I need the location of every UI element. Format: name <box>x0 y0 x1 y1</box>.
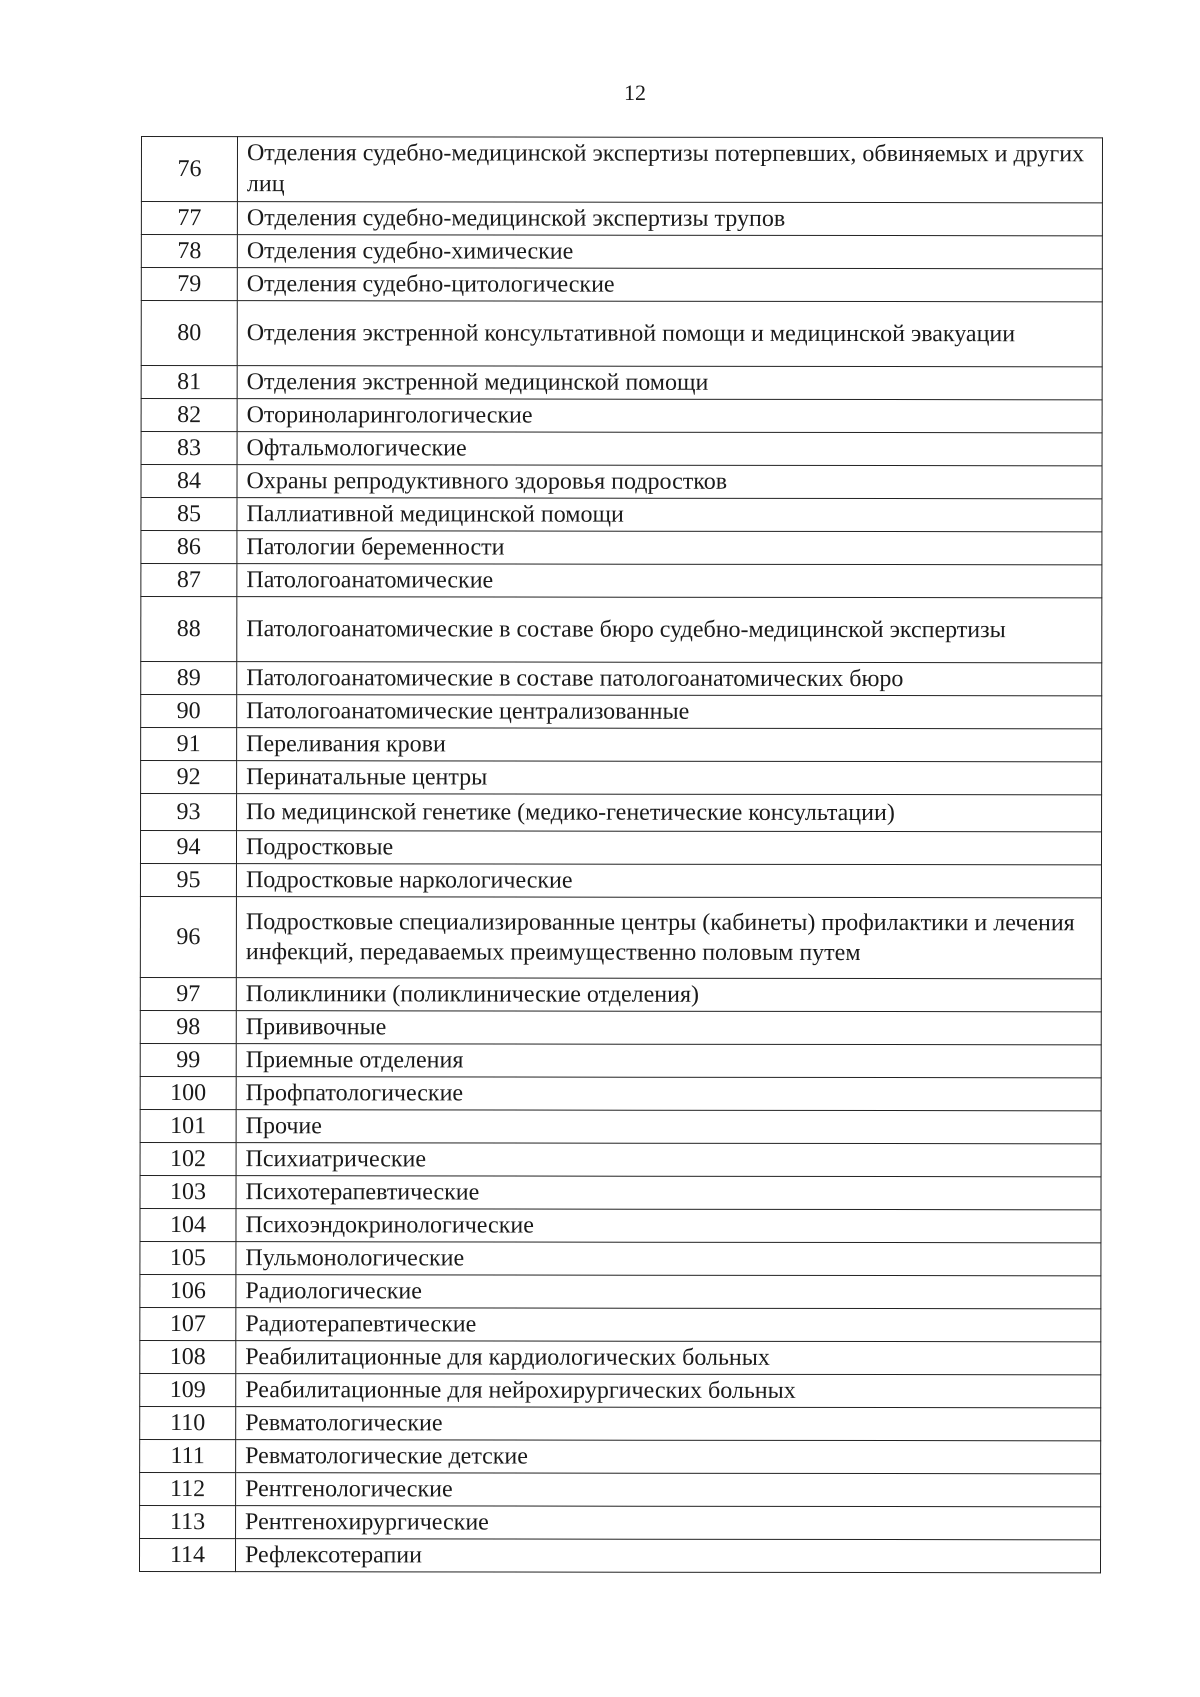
table-row <box>141 399 1102 433</box>
department-name-cell: Профпатологические <box>236 1077 1101 1111</box>
row-number-cell: 81 <box>141 366 237 399</box>
department-name-cell: Патологоанатомические в составе бюро судебно-медицинской экспертизы <box>237 597 1102 663</box>
row-number-cell: 89 <box>141 662 237 695</box>
table-row <box>141 695 1102 729</box>
department-name-cell: Реабилитационные для кардиологических больных <box>236 1341 1101 1375</box>
table-row <box>141 202 1102 236</box>
table-row <box>140 864 1101 898</box>
department-name-cell: Отделения судебно-цитологические <box>237 268 1102 302</box>
table-row <box>140 1109 1101 1143</box>
table-row <box>140 831 1101 865</box>
table-row <box>141 301 1102 367</box>
department-name-cell: Охраны репродуктивного здоровья подростков <box>237 465 1102 499</box>
department-name-cell: Рентгенологические <box>236 1473 1101 1507</box>
table-row <box>141 465 1102 499</box>
department-name-cell: Паллиативной медицинской помощи <box>237 498 1102 532</box>
row-number-cell: 96 <box>140 896 236 977</box>
row-number-cell: 109 <box>140 1373 236 1406</box>
department-name-cell: Патологии беременности <box>237 531 1102 565</box>
department-name-cell: Психиатрические <box>236 1143 1101 1177</box>
row-number-cell: 104 <box>140 1208 236 1241</box>
department-name-cell: Отделения экстренной медицинской помощи <box>237 366 1102 400</box>
department-name-cell: Подростковые наркологические <box>236 864 1101 898</box>
table-row <box>140 1175 1101 1209</box>
table-row <box>140 1241 1101 1275</box>
table-row <box>140 1340 1101 1374</box>
row-number-cell: 82 <box>141 399 237 432</box>
table-row <box>140 1373 1101 1407</box>
department-name-cell: Отделения судебно-медицинской экспертизы трупов <box>237 202 1102 236</box>
row-number-cell: 113 <box>140 1505 236 1538</box>
row-number-cell: 110 <box>140 1406 236 1439</box>
row-number-cell: 83 <box>141 432 237 465</box>
row-number-cell: 86 <box>141 531 237 564</box>
row-number-cell: 90 <box>141 695 237 728</box>
department-name-cell: Ревматологические детские <box>236 1440 1101 1474</box>
row-number-cell: 98 <box>140 1010 236 1043</box>
registry-sheet <box>139 136 1103 1573</box>
row-number-cell: 80 <box>141 301 237 366</box>
department-name-cell: Пульмонологические <box>236 1242 1101 1276</box>
department-name-cell: Подростковые специализированные центры (кабинеты) профилактики и лечения инфекций, передаваемых преимущественно половым путем <box>236 897 1101 979</box>
row-number-cell: 77 <box>141 202 237 235</box>
row-number-cell: 106 <box>140 1274 236 1307</box>
row-number-cell: 112 <box>140 1472 236 1505</box>
department-name-cell: Реабилитационные для нейрохирургических больных <box>236 1374 1101 1408</box>
table-row <box>141 366 1102 400</box>
department-name-cell: Патологоанатомические <box>237 564 1102 598</box>
table-row <box>140 1505 1101 1539</box>
table-row <box>140 1076 1101 1110</box>
department-name-cell: Отделения экстренной консультативной помощи и медицинской эвакуации <box>237 301 1102 367</box>
table-row <box>141 137 1102 203</box>
row-number-cell: 99 <box>140 1043 236 1076</box>
row-number-cell: 103 <box>140 1175 236 1208</box>
department-name-cell: По медицинской генетике (медико-генетические консультации) <box>237 794 1102 832</box>
row-number-cell: 88 <box>141 597 237 662</box>
department-name-cell: Психоэндокринологические <box>236 1209 1101 1243</box>
department-name-cell: Патологоанатомические централизованные <box>237 695 1102 729</box>
table-row <box>140 1472 1101 1506</box>
department-name-cell: Рефлексотерапии <box>235 1539 1100 1573</box>
table-row <box>141 531 1102 565</box>
table-row <box>141 728 1102 762</box>
row-number-cell: 105 <box>140 1241 236 1274</box>
department-name-cell: Патологоанатомические в составе патологоанатомических бюро <box>237 662 1102 696</box>
table-row <box>140 1043 1101 1077</box>
table-row <box>141 235 1102 269</box>
row-number-cell: 95 <box>140 864 236 897</box>
table-row <box>140 1274 1101 1308</box>
department-name-cell: Офтальмологические <box>237 432 1102 466</box>
department-name-cell: Подростковые <box>236 831 1101 865</box>
table-row <box>141 597 1102 663</box>
row-number-cell: 102 <box>140 1142 236 1175</box>
row-number-cell: 114 <box>139 1538 235 1571</box>
row-number-cell: 107 <box>140 1307 236 1340</box>
row-number-cell: 79 <box>141 268 237 301</box>
table-row <box>141 268 1102 302</box>
department-name-cell: Оториноларингологические <box>237 399 1102 433</box>
department-name-cell: Радиотерапевтические <box>236 1308 1101 1342</box>
row-number-cell: 108 <box>140 1340 236 1373</box>
row-number-cell: 85 <box>141 498 237 531</box>
department-name-cell: Прочие <box>236 1110 1101 1144</box>
department-name-cell: Психотерапевтические <box>236 1176 1101 1210</box>
department-name-cell: Ревматологические <box>236 1407 1101 1441</box>
row-number-cell: 87 <box>141 564 237 597</box>
table-row <box>141 761 1102 795</box>
table-row <box>140 1406 1101 1440</box>
table-row <box>140 977 1101 1011</box>
table-row <box>141 498 1102 532</box>
row-number-cell: 111 <box>140 1439 236 1472</box>
department-table-body <box>139 137 1102 1573</box>
department-name-cell: Приемные отделения <box>236 1044 1101 1078</box>
department-name-cell: Перинатальные центры <box>237 761 1102 795</box>
table-row <box>141 662 1102 696</box>
department-name-cell: Прививочные <box>236 1011 1101 1045</box>
row-number-cell: 84 <box>141 465 237 498</box>
department-name-cell: Переливания крови <box>237 728 1102 762</box>
table-row <box>140 896 1101 978</box>
table-row <box>140 1439 1101 1473</box>
department-table <box>139 136 1103 1573</box>
table-row <box>141 564 1102 598</box>
table-row <box>140 1010 1101 1044</box>
department-name-cell: Поликлиники (поликлинические отделения) <box>236 978 1101 1012</box>
table-row <box>141 794 1102 832</box>
row-number-cell: 76 <box>141 137 237 202</box>
row-number-cell: 94 <box>140 831 236 864</box>
page-number: 12 <box>624 80 646 105</box>
department-name-cell: Рентгенохирургические <box>236 1506 1101 1540</box>
row-number-cell: 93 <box>141 794 237 831</box>
row-number-cell: 101 <box>140 1109 236 1142</box>
table-row <box>140 1208 1101 1242</box>
department-name-cell: Отделения судебно-химические <box>237 235 1102 269</box>
row-number-cell: 91 <box>141 728 237 761</box>
row-number-cell: 92 <box>141 761 237 794</box>
table-row <box>139 1538 1100 1572</box>
row-number-cell: 78 <box>141 235 237 268</box>
row-number-cell: 97 <box>140 977 236 1010</box>
table-row <box>140 1307 1101 1341</box>
table-row <box>140 1142 1101 1176</box>
department-name-cell: Радиологические <box>236 1275 1101 1309</box>
row-number-cell: 100 <box>140 1076 236 1109</box>
department-name-cell: Отделения судебно-медицинской экспертизы потерпевших, обвиняемых и других лиц <box>237 137 1102 203</box>
table-row <box>141 432 1102 466</box>
